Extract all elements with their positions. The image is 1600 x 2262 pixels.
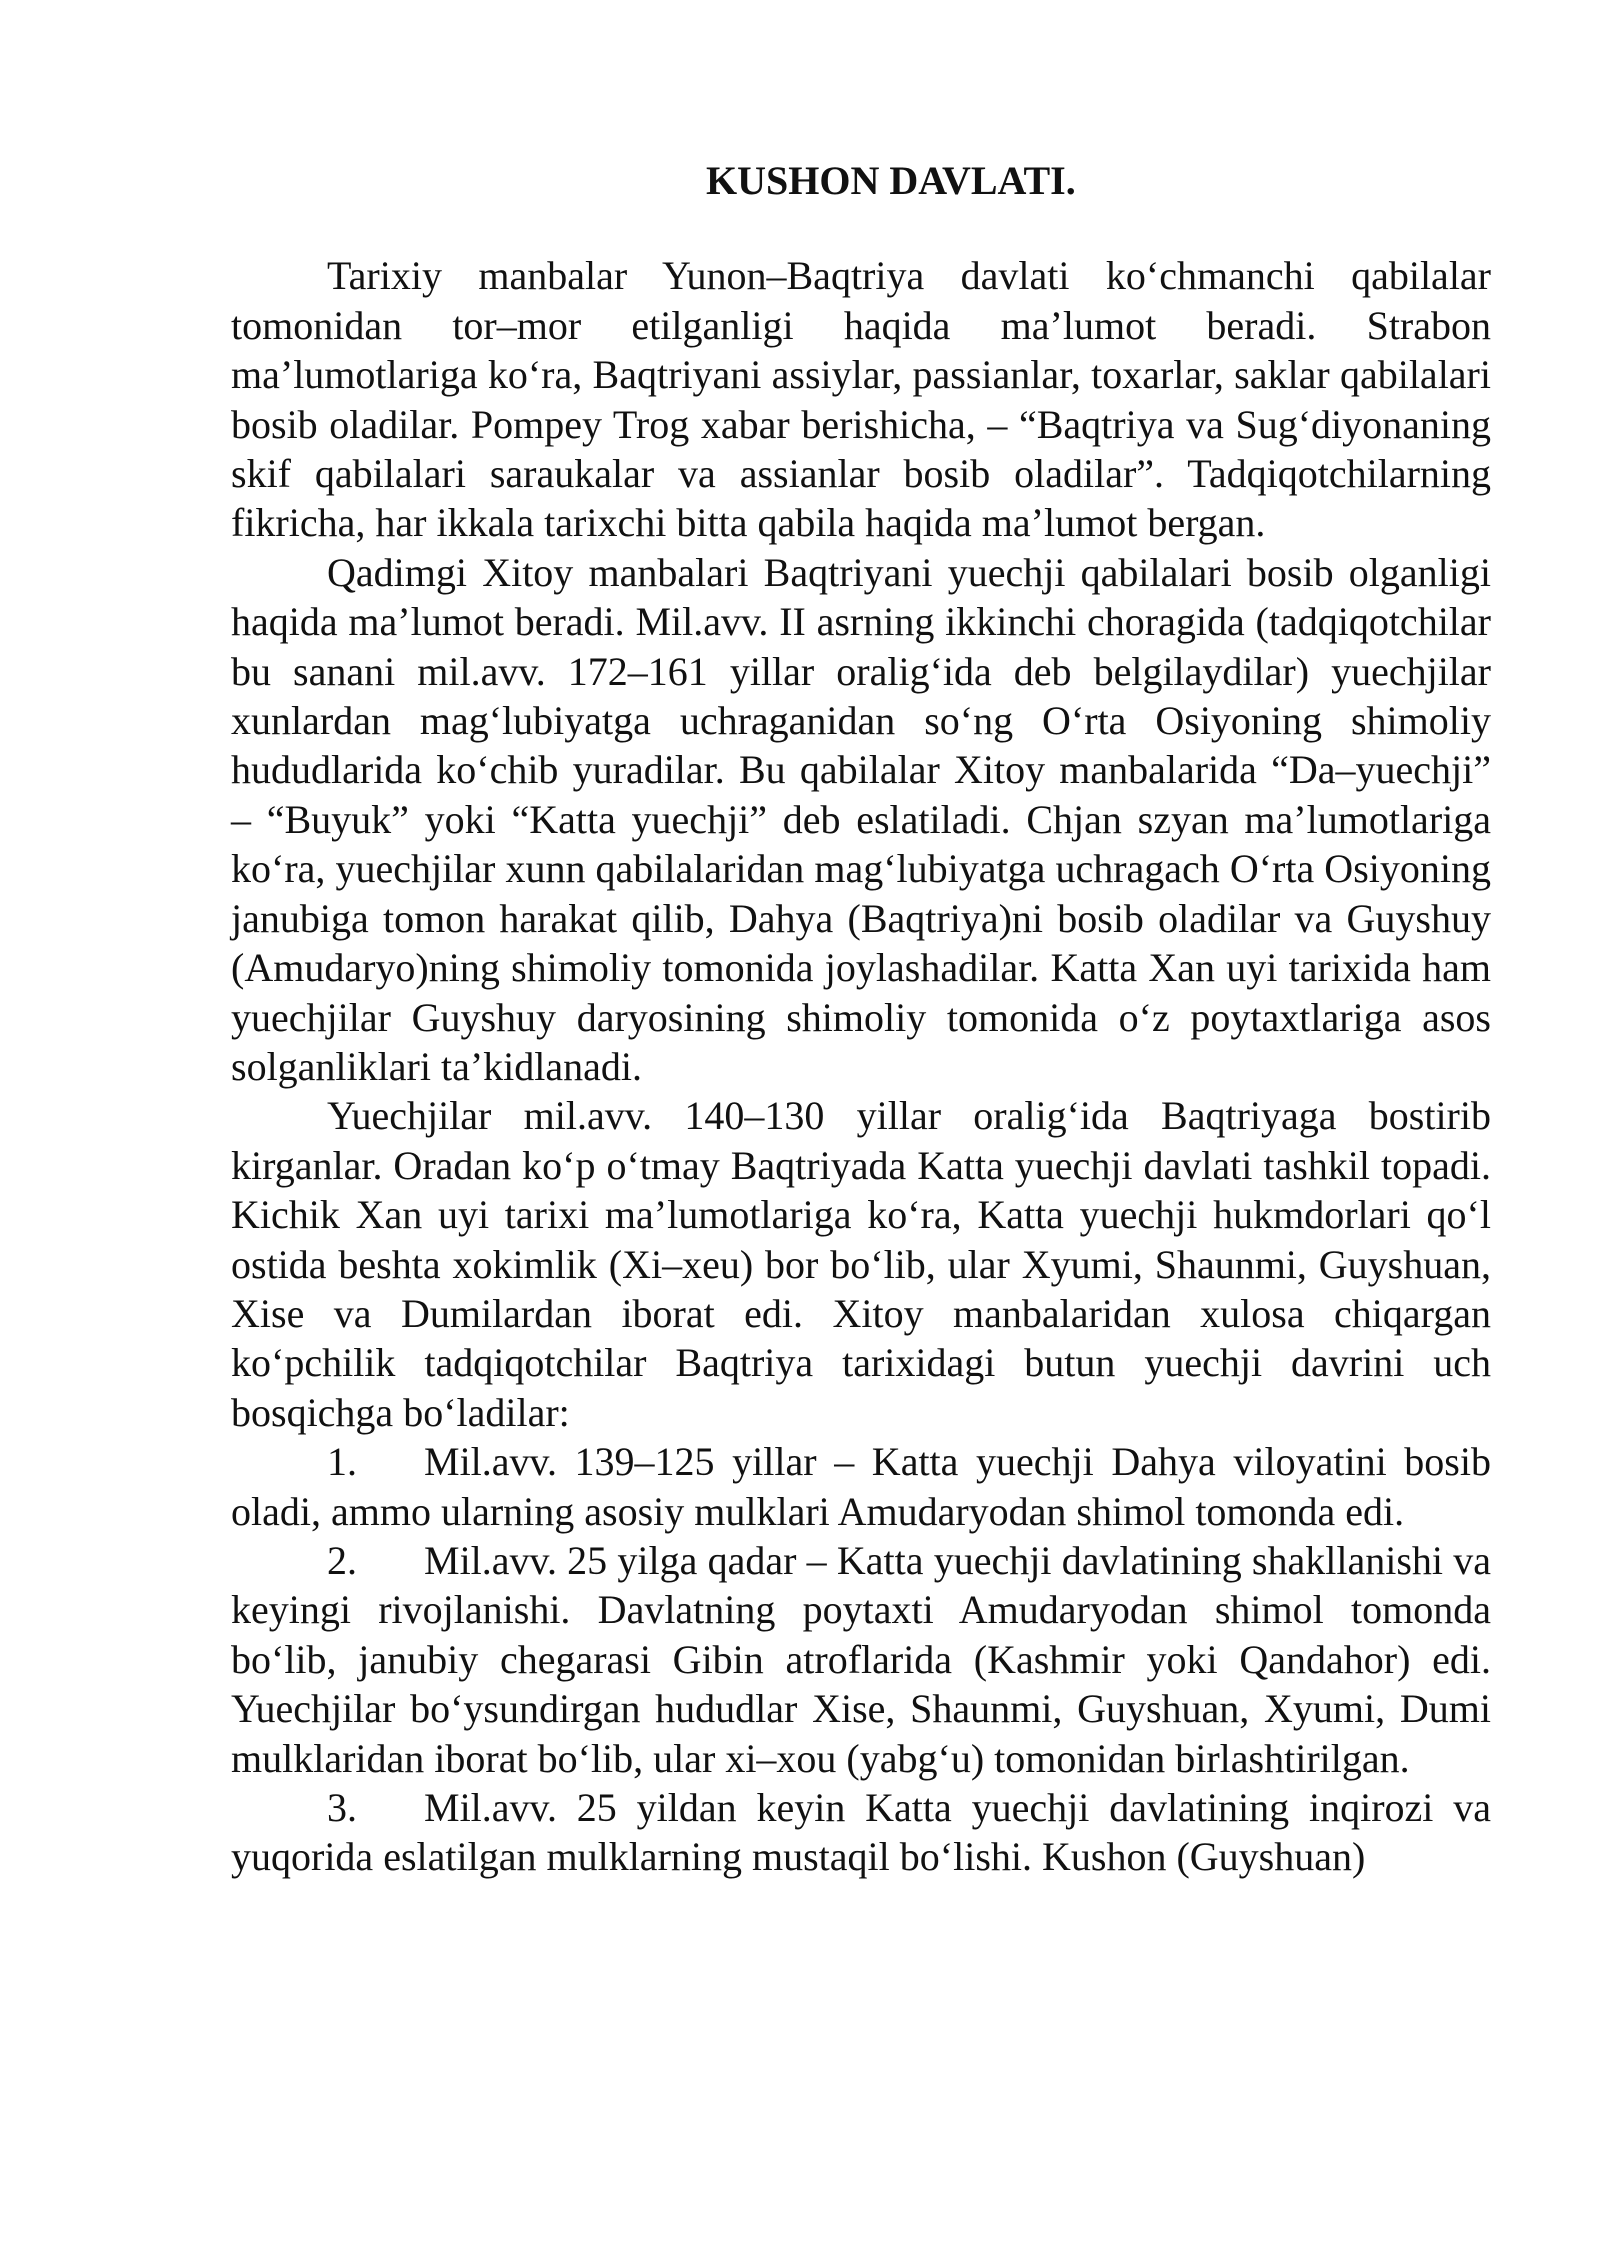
list-item-text: Mil.avv. 25 yildan keyin Katta yuechji davlatining inqirozi va yuqorida eslatilgan mulklarning mustaqil bo‘lishi. Kushon (Guyshuan) — [231, 1785, 1491, 1880]
paragraph-3: Yuechjilar mil.avv. 140–130 yillar oralig‘ida Baqtriyaga bostirib kirganlar. Oradan ko‘p o‘tmay Baqtriyada Katta yuechji davlati tashkil topadi. Kichik Xan uyi tarixi ma’lumotlariga ko‘ra, Katta yuechji hukmdorlari qo‘l ostida beshta xokimlik (Xi–xeu) bor bo‘lib, ular Xyumi, Shaunmi, Guyshuan, Xise va Dumilardan iborat edi. Xitoy manbalaridan xulosa chiqargan ko‘pchilik tadqiqotchilar Baqtriya tarixidagi butun yuechji davrini uch bosqichga bo‘ladilar: — [231, 1093, 1491, 1435]
document-page — [231, 150, 1491, 1882]
list-item-text: Mil.avv. 25 yilga qadar – Katta yuechji davlatining shakllanishi va keyingi rivojlanishi. Davlatning poytaxti Amudaryodan shimol tomonda bo‘lib, janubiy chegarasi Gibin atroflarida (Kashmir yoki Qandahor) edi. Yuechjilar bo‘ysundirgan hududlar Xise, Shaunmi, Guyshuan, Xyumi, Dumi mulklaridan iborat bo‘lib, ular xi–xou (yabg‘u) tomonidan birlashtirilgan. — [231, 1537, 1491, 1781]
list-item-number: 3. — [327, 1785, 357, 1830]
list-item — [231, 1783, 1491, 1882]
paragraph-1: Tarixiy manbalar Yunon–Baqtriya davlati ko‘chmanchi qabilalar tomonidan tor–mor etilganligi haqida ma’lumot beradi. Strabon ma’lumotlariga ko‘ra, Baqtriyani assiylar, passianlar, toxarlar, saklar qabilalari bosib oladilar. Pompey Trog xabar berishicha, – “Baqtriya va Sug‘diyonaning skif qabilalari saraukalar va assianlar bosib oladilar”. Tadqiqotchilarning fikricha, har ikkala tarixchi bitta qabila haqida ma’lumot bergan. — [231, 253, 1491, 546]
page-title: KUSHON DAVLATI. — [706, 158, 1076, 203]
list-item — [231, 1536, 1491, 1783]
list-item-number: 1. — [327, 1439, 357, 1485]
list-item-number: 2. — [327, 1537, 357, 1583]
list-item — [231, 1437, 1491, 1536]
list-item-text: Mil.avv. 139–125 yillar – Katta yuechji Dahya viloyatini bosib oladi, ammo ularning asosiy mulklari Amudaryodan shimol tomonda edi. — [231, 1439, 1491, 1534]
paragraph-2: Qadimgi Xitoy manbalari Baqtriyani yuechji qabilalari bosib olganligi haqida ma’lumot beradi. Mil.avv. II asrning ikkinchi choragida (tadqiqotchilar bu sanani mil.avv. 172–161 yillar oralig‘ida deb belgilaydilar) yuechjilar xunlardan mag‘lubiyatga uchraganidan so‘ng O‘rta Osiyoning shimoliy hududlarida ko‘chib yuradilar. Bu qabilalar Xitoy manbalarida “Da–yuechji” – “Buyuk” yoki “Katta yuechji” deb eslatiladi. Chjan szyan ma’lumotlariga ko‘ra, yuechjilar xunn qabilalaridan mag‘lubiyatga uchragach O‘rta Osiyoning janubiga tomon harakat qilib, Dahya (Baqtriya)ni bosib oladilar va Guyshuy (Amudaryo)ning shimoliy tomonida joylashadilar. Katta Xan uyi tarixida ham yuechjilar Guyshuy daryosining shimoliy tomonida o‘z poytaxtlariga asos solganliklari ta’kidlanadi. — [231, 549, 1491, 1089]
